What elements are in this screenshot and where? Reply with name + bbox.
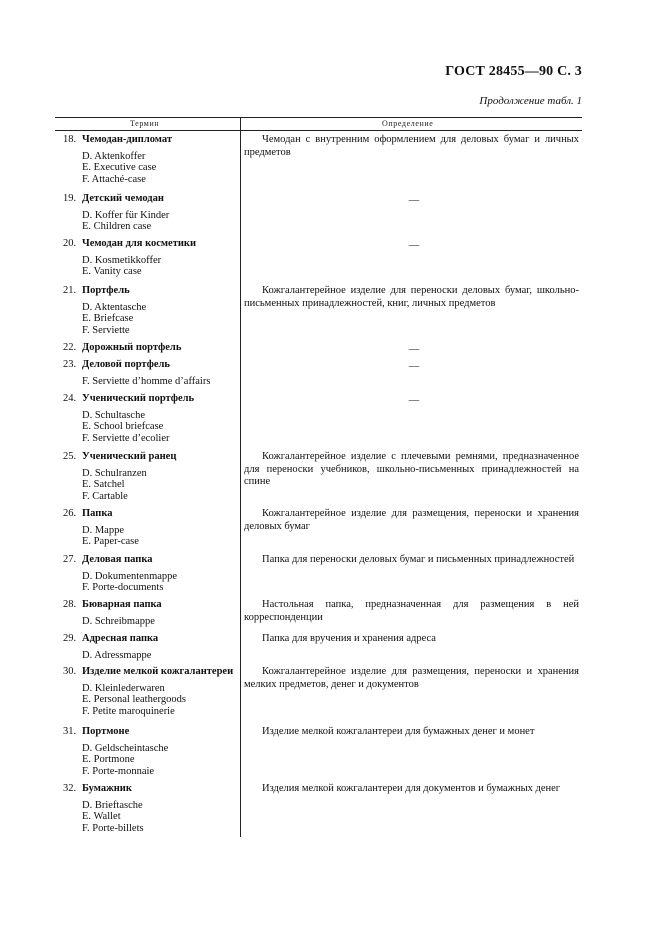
foreign-equivalent: F. Cartable	[82, 490, 128, 502]
term-definition: Папка для переноски деловых бумаг и письменных принадлежностей	[262, 554, 575, 565]
term-definition: Папка для вручения и хранения адреса	[262, 633, 436, 644]
table-row	[63, 193, 239, 233]
table-row	[63, 285, 239, 336]
table-row	[63, 342, 239, 354]
foreign-equivalent: E. Briefcase	[82, 313, 134, 325]
term-heading	[63, 599, 239, 611]
foreign-equivalent: E. Satchel	[82, 479, 125, 491]
foreign-equivalent: E. Wallet	[82, 811, 121, 823]
foreign-equivalent: E. Children case	[82, 221, 152, 233]
table-row	[63, 666, 239, 717]
term-number: 22.	[63, 342, 77, 353]
term-number: 20.	[63, 238, 77, 249]
term-heading	[63, 342, 239, 354]
foreign-equivalent: D. Koffer für Kinder	[82, 209, 170, 221]
term-definition: Изделия мелкой кожгалантереи для документов и бумажных денег	[262, 783, 561, 794]
term-heading	[63, 359, 239, 371]
foreign-equivalent: F. Serviette	[82, 324, 130, 336]
table-row	[63, 451, 239, 502]
term-definition: Кожгалантерейное изделие с плечевыми ремнями, предназначенное для переноски учебников, школьно-письменных принадлежностей на спине	[244, 451, 579, 487]
term-number: 21.	[63, 285, 77, 296]
foreign-equivalent: F. Serviette d’ecolier	[82, 432, 170, 444]
term-definition: Кожгалантерейное изделие для размещения, переноски и хранения деловых бумаг	[244, 508, 579, 532]
foreign-equivalent: E. Personal leathergoods	[82, 694, 186, 706]
table-top-rule	[55, 117, 582, 118]
table-row	[63, 393, 239, 444]
term-heading	[63, 451, 239, 463]
term-heading	[63, 726, 239, 738]
table-row	[63, 134, 239, 185]
foreign-equivalent: D. Brieftasche	[82, 799, 143, 811]
term-name: Деловая папка	[82, 554, 153, 565]
term-heading	[63, 193, 239, 205]
term-heading	[63, 393, 239, 405]
term-name: Деловой портфель	[82, 359, 170, 370]
term-number: 24.	[63, 393, 77, 404]
column-header-definition: Определение	[382, 119, 434, 128]
table-continuation-note: Продолжение табл. 1	[479, 95, 582, 107]
foreign-equivalent: D. Schultasche	[82, 409, 145, 421]
term-number: 19.	[63, 193, 77, 204]
term-name: Чемодан-дипломат	[82, 134, 173, 145]
foreign-equivalent: F. Attaché-case	[82, 173, 146, 185]
foreign-equivalent: F. Serviette d’homme d’affairs	[82, 375, 211, 387]
term-name: Портмоне	[82, 726, 130, 737]
foreign-equivalent: D. Geldscheintasche	[82, 742, 169, 754]
term-number: 25.	[63, 451, 77, 462]
foreign-equivalent: D. Schulranzen	[82, 467, 147, 479]
foreign-equivalent: D. Adressmappe	[82, 649, 152, 661]
term-number: 30.	[63, 666, 77, 677]
term-number: 27.	[63, 554, 77, 565]
term-definition: Настольная папка, предназначенная для размещения в ней корреспонденции	[244, 599, 579, 623]
definition-dash: —	[408, 240, 420, 251]
table-row	[63, 633, 239, 661]
table-row	[63, 783, 239, 834]
column-header-term: Термин	[130, 119, 160, 128]
foreign-equivalent: F. Porte-billets	[82, 822, 144, 834]
term-name: Детский чемодан	[82, 193, 164, 204]
table-row	[63, 238, 239, 278]
term-number: 32.	[63, 783, 77, 794]
foreign-equivalent: D. Aktentasche	[82, 301, 147, 313]
term-name: Чемодан для косметики	[82, 238, 197, 249]
foreign-equivalent: F. Petite maroquinerie	[82, 705, 175, 717]
term-name: Папка	[82, 508, 113, 519]
term-number: 29.	[63, 633, 77, 644]
term-number: 23.	[63, 359, 77, 370]
definition-dash: —	[408, 344, 420, 355]
foreign-equivalent: E. School briefcase	[82, 421, 164, 433]
term-heading	[63, 285, 239, 297]
term-heading	[63, 134, 239, 146]
table-row	[63, 508, 239, 548]
foreign-equivalent: E. Portmone	[82, 754, 135, 766]
term-name: Бумажник	[82, 783, 132, 794]
table-row	[63, 359, 239, 387]
term-name: Дорожный портфель	[82, 342, 182, 353]
foreign-equivalent: D. Dokumentenmappe	[82, 570, 178, 582]
foreign-equivalent: E. Paper-case	[82, 536, 139, 548]
table-row	[63, 726, 239, 777]
foreign-equivalent: D. Kosmetikkoffer	[82, 254, 162, 266]
term-heading	[63, 633, 239, 645]
term-heading	[63, 238, 239, 250]
term-name: Бюварная папка	[82, 599, 162, 610]
table-row	[63, 554, 239, 594]
term-name: Ученический портфель	[82, 393, 195, 404]
term-number: 28.	[63, 599, 77, 610]
term-heading	[63, 554, 239, 566]
term-name: Изделие мелкой кожгалантереи	[82, 666, 234, 677]
term-definition: Чемодан с внутренним оформлением для деловых бумаг и личных предметов	[244, 134, 579, 158]
foreign-equivalent: E. Vanity case	[82, 266, 142, 278]
term-name: Ученический ранец	[82, 451, 177, 462]
foreign-equivalent: E. Executive case	[82, 162, 157, 174]
term-heading	[63, 783, 239, 795]
term-number: 31.	[63, 726, 77, 737]
foreign-equivalent: D. Kleinlederwaren	[82, 682, 165, 694]
definition-dash: —	[408, 361, 420, 372]
term-definition: Кожгалантерейное изделие для размещения, переноски и хранения мелких предметов, денег и документов	[244, 666, 579, 690]
definition-dash: —	[408, 195, 420, 206]
term-number: 18.	[63, 134, 77, 145]
foreign-equivalent: F. Porte-documents	[82, 582, 164, 594]
foreign-equivalent: D. Mappe	[82, 524, 124, 536]
term-number: 26.	[63, 508, 77, 519]
foreign-equivalent: D. Schreibmappe	[82, 615, 155, 627]
header-bottom-rule	[55, 130, 582, 131]
term-name: Адресная папка	[82, 633, 159, 644]
foreign-equivalent: D. Aktenkoffer	[82, 150, 146, 162]
foreign-equivalent: F. Porte-monnaie	[82, 765, 155, 777]
term-heading	[63, 666, 239, 678]
term-definition: Изделие мелкой кожгалантереи для бумажных денег и монет	[262, 726, 535, 737]
term-name: Портфель	[82, 285, 130, 296]
term-heading	[63, 508, 239, 520]
document-id: ГОСТ 28455—90 С. 3	[445, 64, 582, 79]
table-row	[63, 599, 239, 627]
term-definition: Кожгалантерейное изделие для переноски деловых бумаг, школьно-письменных принадлежностей, книг, личных предметов	[244, 285, 579, 309]
column-divider	[240, 117, 241, 837]
definition-dash: —	[408, 395, 420, 406]
